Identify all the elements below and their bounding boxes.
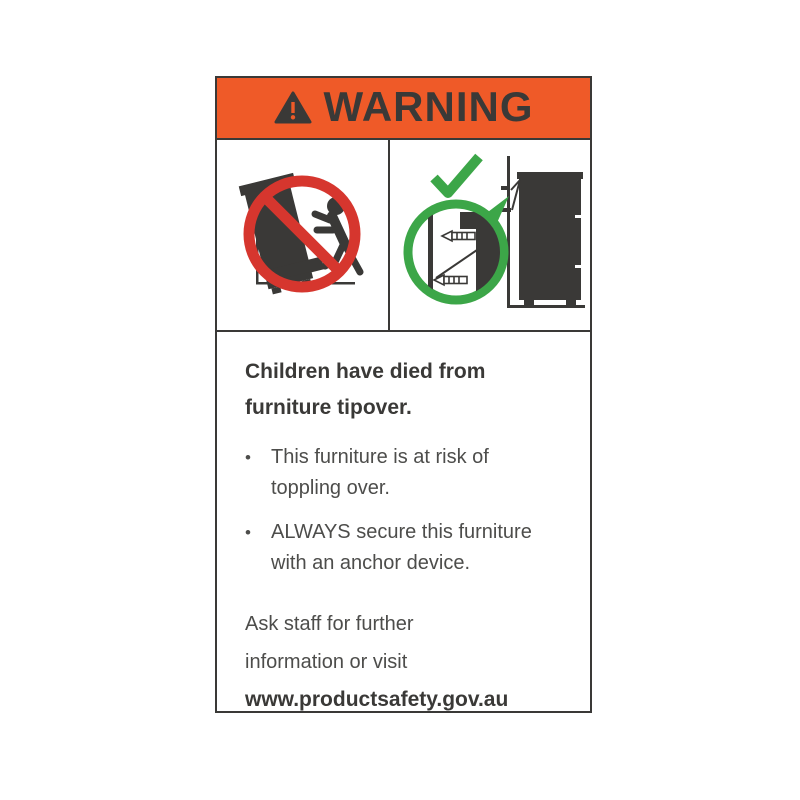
warning-header	[217, 78, 590, 140]
illustration-panels	[217, 140, 590, 332]
heading: Children have died from furniture tipover.	[245, 360, 486, 419]
bullet-text: ALWAYS secure this furniture with an anchor device.	[271, 521, 532, 574]
bullet-item	[245, 517, 564, 579]
bullet-item	[245, 442, 564, 504]
bullet-marker: •	[245, 523, 251, 542]
green-checkmark-icon	[434, 157, 479, 193]
bullet-marker: •	[245, 448, 251, 467]
furniture-anchored-illustration	[390, 140, 590, 330]
footer-line: Ask staff for further	[245, 613, 414, 635]
footer-url: www.productsafety.gov.au	[245, 688, 509, 711]
furniture-tipover-prohibited-illustration	[217, 140, 388, 330]
panel-anchored-furniture	[390, 140, 590, 330]
warning-label	[215, 76, 592, 713]
warning-triangle-icon	[274, 91, 312, 125]
footer	[245, 605, 564, 719]
bullet-text: This furniture is at risk of toppling over.	[271, 446, 489, 499]
warning-title: WARNING	[323, 83, 534, 130]
panel-tipover-prohibited	[217, 140, 390, 330]
label-body	[217, 332, 590, 719]
footer-line: information or visit	[245, 651, 408, 673]
